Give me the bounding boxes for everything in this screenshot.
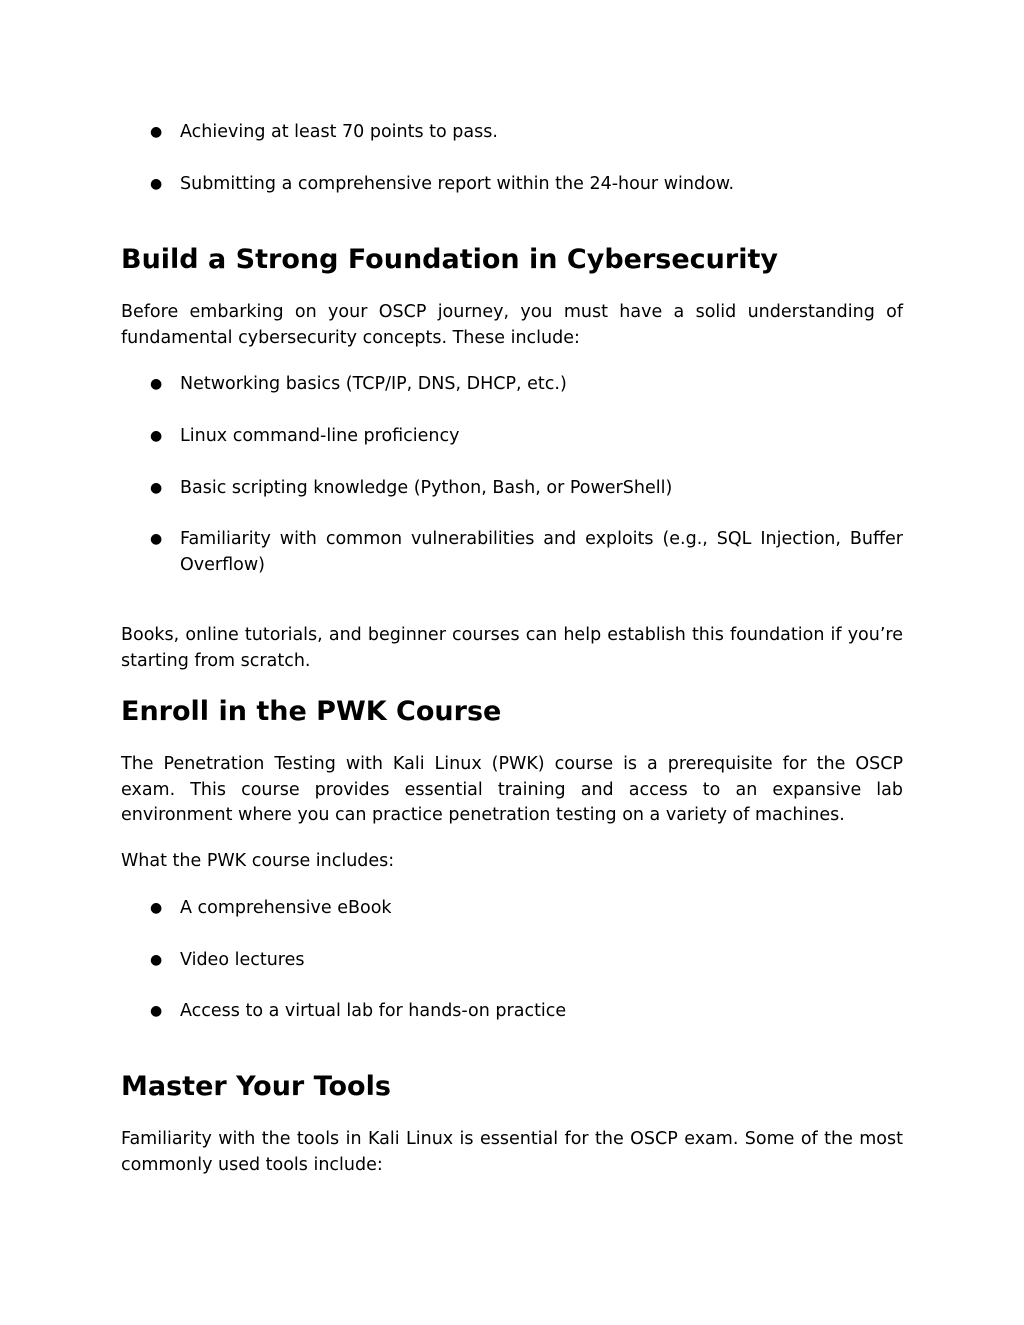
section-lead: What the PWK course includes:	[121, 851, 395, 871]
section-heading: Build a Strong Foundation in Cybersecurity	[121, 244, 778, 275]
bullet-icon: ●	[150, 376, 163, 392]
section-heading: Master Your Tools	[121, 1071, 391, 1102]
section-heading: Enroll in the PWK Course	[121, 696, 502, 727]
bullet-icon: ●	[150, 124, 163, 140]
bullet-icon: ●	[150, 480, 163, 496]
list-item-text: Access to a virtual lab for hands-on practice	[180, 1001, 567, 1021]
bullet-icon: ●	[150, 531, 163, 547]
list-item-text: Achieving at least 70 points to pass.	[180, 122, 498, 142]
list-item-text: Linux command-line proficiency	[180, 426, 460, 446]
bullet-icon: ●	[150, 900, 163, 916]
section-outro: Books, online tutorials, and beginner courses can help establish this foundation if you’re starting from scratch.	[121, 625, 903, 671]
bullet-icon: ●	[150, 176, 163, 192]
list-item-text: Networking basics (TCP/IP, DNS, DHCP, etc.)	[180, 374, 567, 394]
bullet-icon: ●	[150, 952, 163, 968]
list-item-text: Video lectures	[180, 950, 305, 970]
list-item-text: Basic scripting knowledge (Python, Bash, or PowerShell)	[180, 478, 673, 498]
section-intro: Familiarity with the tools in Kali Linux is essential for the OSCP exam. Some of the most commonly used tools include:	[121, 1129, 903, 1175]
bullet-icon: ●	[150, 428, 163, 444]
section-intro: Before embarking on your OSCP journey, you must have a solid understanding of fundamental cybersecurity concepts. These include:	[121, 302, 903, 348]
bullet-icon: ●	[150, 1003, 163, 1019]
list-item-text: A comprehensive eBook	[180, 898, 392, 918]
section-intro: The Penetration Testing with Kali Linux (PWK) course is a prerequisite for the OSCP exam. This course provides essential training and access to an expansive lab environment where you can practice penetration testing on a variety of machines.	[121, 754, 903, 825]
list-item-text: Submitting a comprehensive report within the 24-hour window.	[180, 174, 735, 194]
list-item-text: Familiarity with common vulnerabilities and exploits (e.g., SQL Injection, Buffer Overflow)	[180, 529, 903, 575]
